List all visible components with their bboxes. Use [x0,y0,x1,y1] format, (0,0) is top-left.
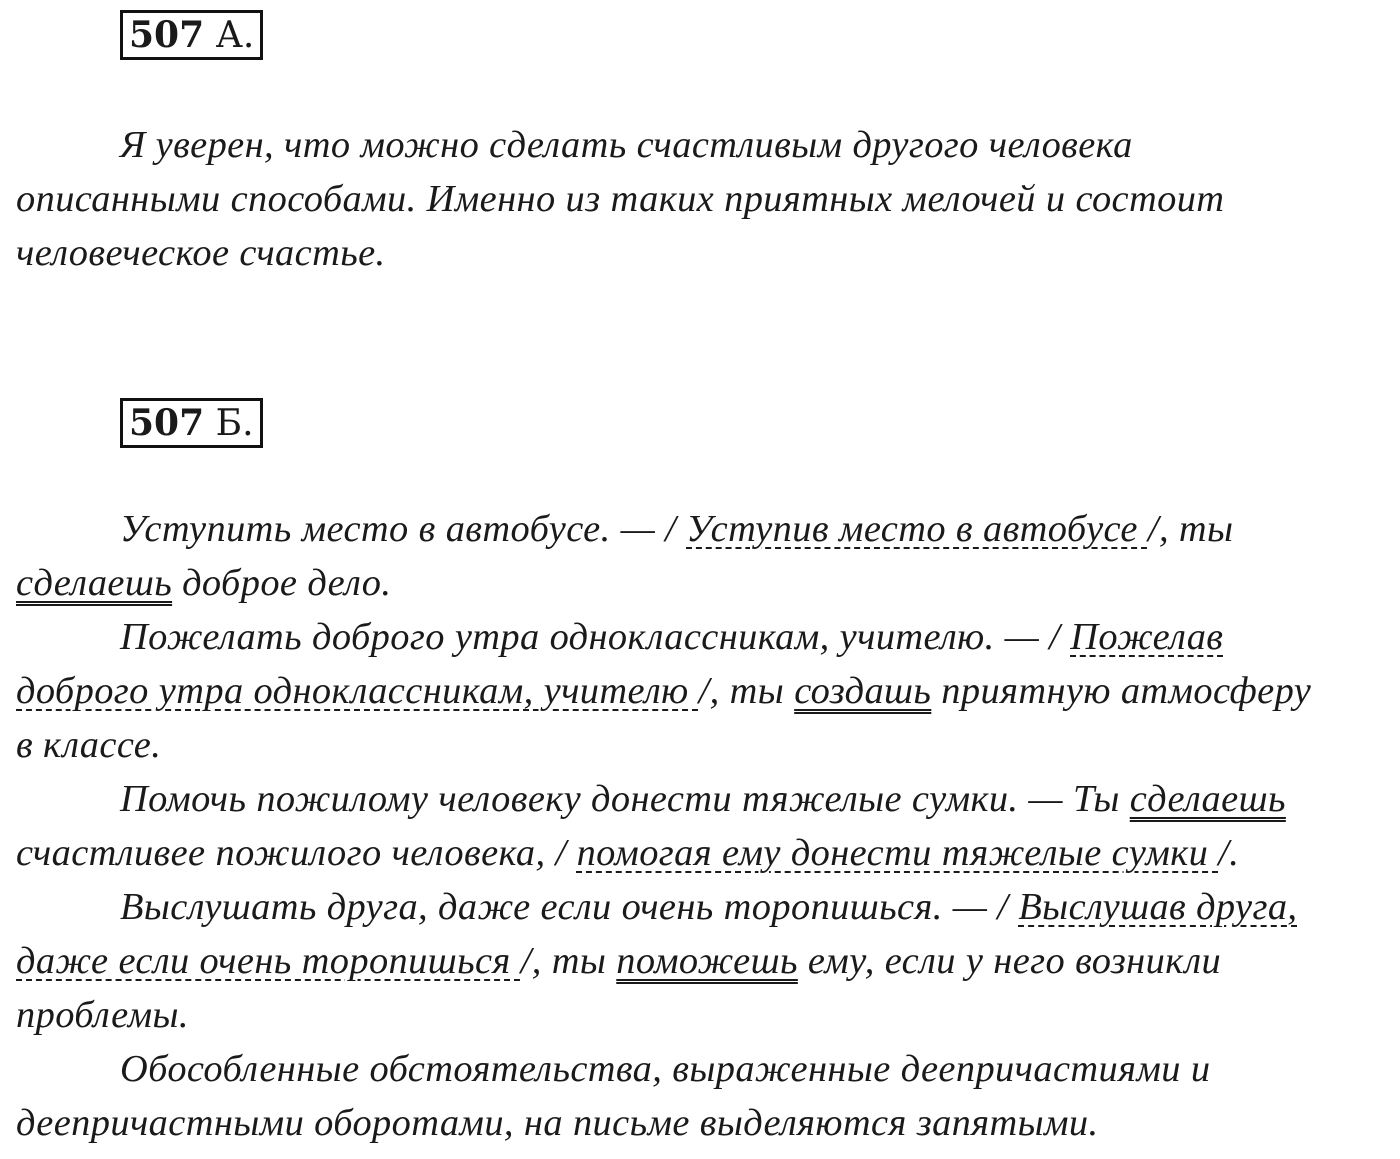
adverbial-participle-phrase: Пожелав [1070,616,1224,658]
text-line [16,826,1386,880]
section-b-text [16,502,1386,1150]
text-line: деепричастными оборотами, на письме выделяются запятыми. [16,1102,1099,1144]
predicate: сделаешь [16,562,173,604]
exercise-number: 507 [129,402,205,444]
text-line: проблемы. [16,994,189,1036]
text-line: Я уверен, что можно сделать счастливым другого человека [120,124,1133,166]
text-line [16,610,1386,664]
exercise-heading-a [120,10,263,60]
plain-text: /, ты [1147,508,1234,550]
plain-text: Помочь пожилому человеку донести тяжелые сумки. — Ты [120,778,1130,820]
text-line: Обособленные обстоятельства, выраженные деепричастиями и [120,1048,1211,1090]
predicate: сделаешь [1129,778,1286,820]
adverbial-participle-phrase: Уступив место в автобусе [686,508,1148,550]
plain-text: /, ты [520,940,617,982]
plain-text: Уступить место в автобусе. — / [120,508,687,550]
text-line: человеческое счастье. [16,232,386,274]
text-line [16,502,1386,556]
plain-text: ему, если у него возникли [797,940,1222,982]
adverbial-participle-phrase: Выслушав друга, [1018,886,1298,928]
text-line [16,880,1386,934]
plain-text: /, ты [698,670,795,712]
plain-text: доброе дело. [172,562,392,604]
text-line [16,556,1386,610]
text-line [16,934,1386,988]
predicate: поможешь [616,940,798,982]
exercise-letter: А. [215,15,255,56]
exercise-number-box-b [120,398,263,448]
text-line [16,664,1386,718]
text-line: в классе. [16,724,162,766]
predicate: создашь [794,670,932,712]
section-a-text [16,118,1386,280]
adverbial-participle-phrase: даже если очень торопишься [16,940,521,982]
exercise-heading-b [120,398,263,448]
exercise-number-box-a [120,10,263,60]
plain-text: Пожелать доброго утра одноклассникам, учителю. — / [120,616,1071,658]
plain-text: /. [1218,832,1240,874]
plain-text: приятную атмосферу [931,670,1312,712]
exercise-number: 507 [129,14,205,56]
exercise-letter: Б. [215,403,254,444]
plain-text: счастливее пожилого человека, / [16,832,577,874]
text-line [16,772,1386,826]
adverbial-participle-phrase: помогая ему донести тяжелые сумки [576,832,1219,874]
plain-text: Выслушать друга, даже если очень торопишься. — / [120,886,1019,928]
adverbial-participle-phrase: доброго утра одноклассникам, учителю [16,670,699,712]
text-line: описанными способами. Именно из таких приятных мелочей и состоит [16,178,1225,220]
